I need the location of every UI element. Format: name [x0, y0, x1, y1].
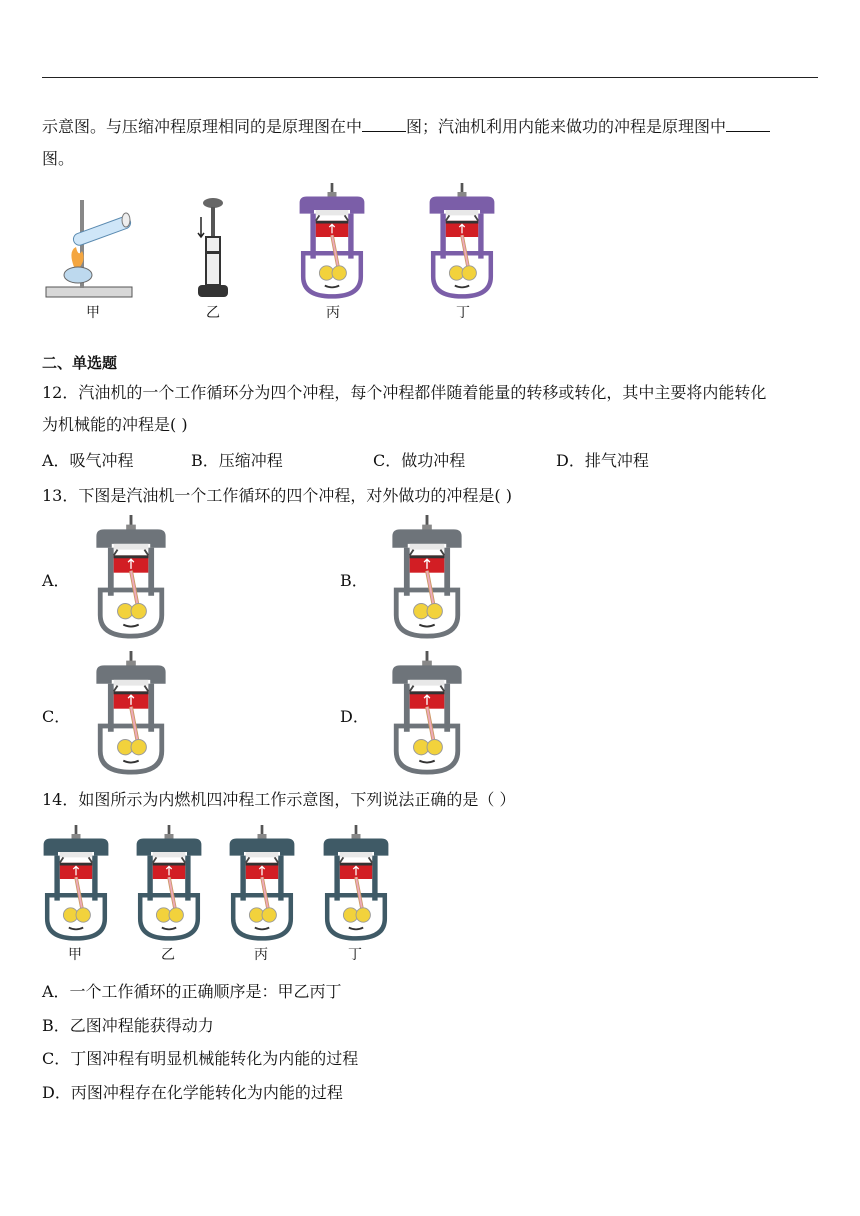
q14-label-jia: 甲 [68, 947, 82, 963]
q12-stem-line-1: 12．汽油机的一个工作循环分为四个冲程，每个冲程都伴随着能量的转移或转化，其中主要将内能转化 [42, 383, 767, 402]
intro-label-jia: 甲 [86, 305, 100, 321]
q13-engine-d[interactable] [388, 651, 466, 776]
q12-option-a[interactable]: A．吸气冲程 [42, 451, 134, 470]
q13-stem: 13．下图是汽油机一个工作循环的四个冲程，对外做功的冲程是( ) [42, 486, 512, 505]
q13-option-d[interactable]: D． [340, 707, 369, 726]
q14-option-d[interactable]: D．丙图冲程存在化学能转化为内能的过程 [42, 1083, 343, 1102]
q13-option-b[interactable]: B． [340, 571, 368, 590]
air-compression-figure [190, 195, 236, 303]
q14-engine-bing [226, 825, 298, 942]
q14-stem: 14．如图所示为内燃机四冲程工作示意图，下列说法正确的是（ ） [42, 790, 516, 809]
intro-label-ding: 丁 [456, 305, 470, 321]
q14-engine-ding [320, 825, 392, 942]
q14-engine-jia [40, 825, 112, 942]
q14-option-a[interactable]: A．一个工作循环的正确顺序是：甲乙丙丁 [42, 982, 342, 1001]
q12-option-b[interactable]: B．压缩冲程 [191, 451, 283, 470]
q14-label-yi: 乙 [161, 947, 175, 963]
intro-label-yi: 乙 [206, 305, 220, 321]
q14-option-b[interactable]: B．乙图冲程能获得动力 [42, 1016, 214, 1035]
engine-figure-bing [296, 183, 368, 300]
q13-engine-b[interactable] [388, 515, 466, 640]
engine-figure-ding [426, 183, 498, 300]
q13-option-a[interactable]: A． [42, 571, 70, 590]
q14-option-c[interactable]: C．丁图冲程有明显机械能转化为内能的过程 [42, 1049, 359, 1068]
q14-label-bing: 丙 [254, 947, 268, 963]
section-title: 二、单选题 [42, 354, 118, 372]
q13-engine-c[interactable] [92, 651, 170, 776]
intro-line-2: 图。 [42, 149, 75, 168]
q13-option-c[interactable]: C． [42, 707, 71, 726]
q12-option-d[interactable]: D．排气冲程 [556, 451, 649, 470]
answer-blank-1[interactable] [362, 131, 406, 132]
q14-engine-yi [133, 825, 205, 942]
answer-blank-2[interactable] [726, 131, 770, 132]
q12-option-c[interactable]: C．做功冲程 [373, 451, 466, 470]
intro-label-bing: 丙 [326, 305, 340, 321]
q12-stem-line-2: 为机械能的冲程是( ) [42, 415, 188, 434]
header-rule [42, 77, 818, 78]
q14-label-ding: 丁 [348, 947, 362, 963]
q13-engine-a[interactable] [92, 515, 170, 640]
intro-line-1: 示意图。与压缩冲程原理相同的是原理图在中 图；汽油机利用内能来做功的冲程是原理图中 [42, 114, 770, 137]
test-tube-heating-figure [44, 195, 136, 303]
